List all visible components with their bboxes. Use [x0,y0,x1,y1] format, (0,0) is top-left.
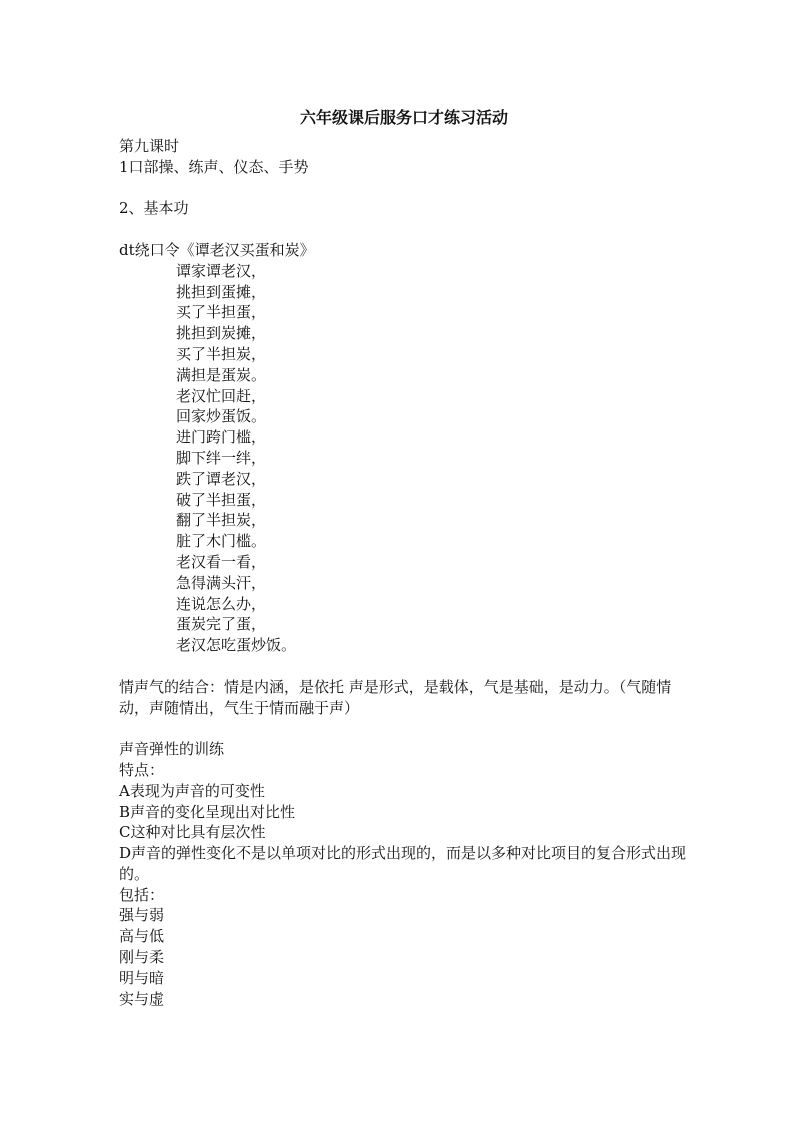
tongue-twister-poem [119,261,689,656]
spacer [119,656,689,677]
contrast-item: 高与低 [119,927,165,946]
poem-line: 老汉忙回赶， [176,386,267,405]
poem-line: 老汉看一看， [176,552,267,571]
section-item-1: 1口部操、练声、仪态、手势 [119,157,309,176]
feature-item: D声音的弹性变化不是以单项对比的形式出现的，而是以多种对比项目的复合形式出现的。 [119,844,687,883]
poem-line: 买了半担蛋， [176,303,267,322]
contrast-item: 刚与柔 [119,948,165,967]
document-title: 六年级课后服务口才练习活动 [299,108,508,127]
feature-item: C这种对比具有层次性 [119,823,266,842]
poem-line: 破了半担蛋， [176,490,267,509]
tongue-twister-heading: dt绕口令《谭老汉买蛋和炭》 [119,240,315,259]
emotion-voice-breath-paragraph: 情声气的结合：情是内涵，是依托 声是形式，是载体，气是基础，是动力。（气随情动，声随情出，气生于情而融于声） [119,677,672,717]
poem-line: 连说怎么办， [176,594,267,613]
poem-line: 翻了半担炭， [176,511,267,530]
lesson-label: 第九课时 [119,137,180,155]
includes-label: 包括： [119,885,165,904]
poem-line: 跌了谭老汉， [176,469,267,488]
poem-line: 回家炒蛋饭。 [176,407,267,426]
contrast-item: 实与虚 [119,989,165,1008]
elasticity-heading: 声音弹性的训练 [119,740,225,759]
section-item-2: 2、基本功 [119,199,189,218]
poem-line: 脏了木门槛。 [176,532,267,551]
spacer [119,219,689,240]
poem-line: 蛋炭完了蛋， [176,615,267,634]
poem-line: 进门跨门槛， [176,428,267,447]
contrast-item: 明与暗 [119,968,165,987]
spacer [119,178,689,199]
features-label: 特点： [119,760,165,779]
poem-line: 挑担到炭摊， [176,324,267,343]
poem-line: 脚下绊一绊， [176,448,267,467]
contrast-item: 强与弱 [119,906,165,925]
document-body [119,106,689,1009]
poem-line: 买了半担炭， [176,344,267,363]
poem-line: 谭家谭老汉， [176,261,267,280]
spacer [119,718,689,739]
feature-item: B声音的变化呈现出对比性 [119,802,296,821]
poem-line: 挑担到蛋摊， [176,282,267,301]
feature-item: A表现为声音的可变性 [119,781,265,800]
poem-line: 老汉怎吃蛋炒饭。 [176,636,297,655]
poem-line: 满担是蛋炭。 [176,365,267,384]
poem-line: 急得满头汗， [176,573,267,592]
